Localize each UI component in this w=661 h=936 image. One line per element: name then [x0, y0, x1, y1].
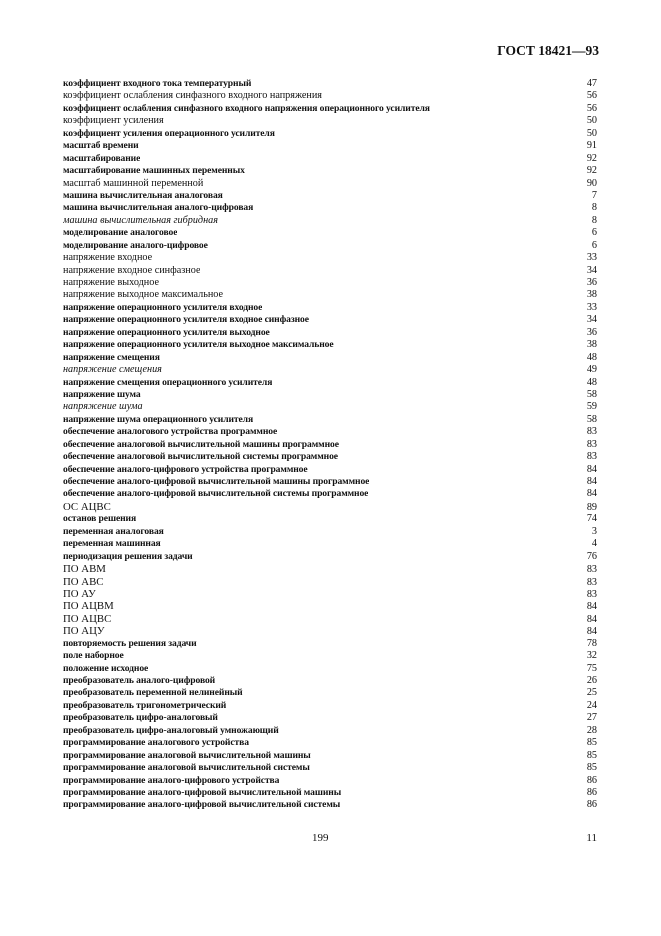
index-page-ref: 83 — [586, 564, 597, 576]
index-term: программирование аналоговой вычислительной машины — [63, 749, 311, 761]
index-page-ref: 84 — [586, 613, 597, 625]
index-term: моделирование аналого-цифровое — [63, 239, 208, 251]
index-page-ref: 34 — [586, 314, 597, 326]
index-entry — [63, 712, 597, 724]
index-entry — [63, 401, 597, 413]
index-page-ref: 91 — [586, 140, 597, 152]
index-page-ref: 84 — [586, 626, 597, 638]
index-term: обеспечение аналоговой вычислительной машины программное — [63, 438, 339, 450]
index-entry — [63, 675, 597, 687]
index-entry — [63, 799, 597, 811]
index-term: программирование аналого-цифровой вычислительной машины — [63, 786, 342, 798]
index-page-ref: 38 — [586, 339, 597, 351]
index-entry — [63, 451, 597, 463]
index-page-ref: 49 — [586, 364, 597, 376]
index-entry — [63, 687, 597, 699]
index-page-ref: 34 — [586, 264, 597, 276]
index-page-ref: 86 — [586, 774, 597, 786]
index-term: масштаб машинной переменной — [63, 177, 204, 189]
index-entry — [63, 625, 597, 637]
index-entry — [63, 638, 597, 650]
index-term: переменная аналоговая — [63, 525, 164, 537]
index-term: машина вычислительная гибридная — [63, 214, 218, 226]
index-page-ref: 36 — [586, 277, 597, 288]
index-term: ПО АВМ — [63, 563, 106, 576]
index-term: обеспечение аналого-цифрового устройства программное — [63, 463, 308, 475]
index-page-ref: 48 — [586, 376, 597, 388]
index-term: программирование аналоговой вычислительной системы — [63, 762, 310, 774]
index-page-ref: 75 — [586, 662, 597, 674]
index-page-ref: 8 — [591, 214, 597, 226]
index-page-ref: 85 — [586, 762, 597, 774]
index-term: коэффициент ослабления синфазного входного напряжения операционного усилителя — [63, 102, 430, 114]
index-page-ref: 6 — [591, 227, 597, 239]
index-page-ref: 56 — [586, 90, 597, 102]
index-entry — [63, 364, 597, 376]
index-term: преобразователь цифро-аналоговый умножающий — [63, 724, 279, 736]
index-term: периодизация решения задачи — [63, 550, 193, 562]
index-term: напряжение входное — [63, 252, 153, 264]
index-page-ref: 76 — [586, 550, 597, 562]
index-entry — [63, 414, 597, 426]
index-term: напряжение выходное максимальное — [63, 289, 224, 301]
index-entry — [63, 90, 597, 102]
index-page-ref: 83 — [586, 588, 597, 600]
index-entry — [63, 377, 597, 389]
index-page-ref: 28 — [586, 724, 597, 736]
index-entry — [63, 103, 597, 115]
index-term: напряжение шума — [63, 388, 141, 400]
document-header — [497, 43, 599, 59]
index-entry — [63, 153, 597, 165]
index-term: моделирование аналоговое — [63, 227, 178, 239]
index-term: коэффициент входного тока температурный — [63, 78, 252, 89]
index-term: масштаб времени — [63, 140, 139, 152]
index-page-ref: 84 — [586, 476, 597, 487]
index-entry — [63, 488, 597, 500]
index-page-ref: 83 — [586, 576, 597, 588]
index-term: ОС АЦВС — [63, 500, 111, 513]
index-entry — [63, 750, 597, 762]
index-page-ref: 85 — [586, 749, 597, 761]
index-term: напряжение смещения операционного усилителя — [63, 376, 273, 388]
index-entry — [63, 576, 597, 588]
index-page-ref: 83 — [586, 426, 597, 438]
index-page-ref: 32 — [586, 650, 597, 662]
index-page-ref: 58 — [586, 413, 597, 425]
index-entry — [63, 613, 597, 625]
index-entry — [63, 202, 597, 214]
index-page-ref: 84 — [586, 601, 597, 613]
index-term: ПО АЦВМ — [63, 600, 114, 613]
index-term: обеспечение аналоговой вычислительной системы программное — [63, 451, 338, 463]
index-term: поле наборное — [63, 650, 124, 662]
index-term: ПО АЦВС — [63, 612, 112, 625]
index-entry — [63, 115, 597, 127]
page-number: 11 — [586, 832, 597, 844]
index-entry — [63, 240, 597, 252]
index-page-ref: 24 — [586, 699, 597, 711]
index-entry — [63, 762, 597, 774]
index-term: напряжение смещения — [63, 364, 162, 376]
index-entry — [63, 227, 597, 239]
index-page-ref: 50 — [586, 127, 597, 139]
index-term: напряжение операционного усилителя входное — [63, 301, 263, 313]
index-entry — [63, 538, 597, 550]
index-term: машина вычислительная аналого-цифровая — [63, 202, 254, 214]
index-page-ref: 25 — [586, 687, 597, 699]
index-page-ref: 92 — [586, 165, 597, 177]
index-term: коэффициент усиления операционного усилителя — [63, 127, 275, 139]
index-page-ref: 50 — [586, 115, 597, 127]
index-page-ref: 86 — [586, 799, 597, 811]
index-term: останов решения — [63, 513, 137, 525]
index-page-ref: 58 — [586, 388, 597, 400]
standard-designation: ГОСТ 18421—93 — [497, 43, 599, 58]
index-page-ref: 56 — [586, 102, 597, 114]
index-term: коэффициент усиления — [63, 115, 164, 127]
index-term: положение исходное — [63, 662, 149, 674]
index-entry — [63, 737, 597, 749]
index-term: повторяемость решения задачи — [63, 637, 197, 649]
index-entry — [63, 252, 597, 264]
index-term: переменная машинная — [63, 538, 161, 550]
index-entry — [63, 700, 597, 712]
index-term: напряжение операционного усилителя выходное — [63, 326, 270, 338]
index-entry — [63, 663, 597, 675]
index-page-ref: 83 — [586, 438, 597, 450]
index-term: обеспечение аналого-цифровой вычислительной машины программное — [63, 476, 370, 487]
index-page-ref: 38 — [586, 289, 597, 301]
index-page-ref: 92 — [586, 152, 597, 164]
index-page-ref: 90 — [586, 177, 597, 189]
index-page-ref: 3 — [591, 525, 597, 537]
index-term: преобразователь тригонометрический — [63, 699, 227, 711]
index-page-ref: 33 — [586, 252, 597, 264]
index-term: напряжение выходное — [63, 277, 160, 288]
index-entry — [63, 265, 597, 277]
index-entry — [63, 476, 597, 488]
index-term: напряжение шума — [63, 401, 143, 413]
index-term: программирование аналого-цифрового устройства — [63, 774, 280, 786]
index-entry — [63, 501, 597, 513]
index-entry — [63, 277, 597, 289]
index-term: напряжение операционного усилителя входное синфазное — [63, 314, 309, 326]
index-page-ref: 85 — [586, 737, 597, 749]
index-term: программирование аналогового устройства — [63, 737, 249, 749]
index-page-ref: 27 — [586, 712, 597, 724]
index-entry — [63, 215, 597, 227]
index-entry — [63, 563, 597, 575]
index-term: преобразователь аналого-цифровой — [63, 675, 216, 686]
index-page-ref: 26 — [586, 675, 597, 686]
index-term: обеспечение аналогового устройства программное — [63, 426, 278, 438]
index-page-ref: 89 — [586, 501, 597, 513]
index-entry — [63, 600, 597, 612]
index-term: коэффициент ослабления синфазного входного напряжения — [63, 90, 322, 102]
index-entry — [63, 775, 597, 787]
index-term: напряжение входное синфазное — [63, 264, 201, 276]
index-entry — [63, 327, 597, 339]
index-page-ref: 78 — [586, 637, 597, 649]
index-page-ref: 4 — [591, 538, 597, 550]
index-term: масштабирование — [63, 152, 141, 164]
index-entry — [63, 314, 597, 326]
index-page-ref: 8 — [591, 202, 597, 214]
index-page-ref: 48 — [586, 351, 597, 363]
index-page-ref: 6 — [591, 239, 597, 251]
index-term: ПО АВС — [63, 575, 104, 588]
index-term: преобразователь переменной нелинейный — [63, 687, 243, 699]
index-term: ПО АУ — [63, 587, 96, 600]
index-page-ref: 86 — [586, 786, 597, 798]
index-term: машина вычислительная аналоговая — [63, 189, 223, 201]
index-term: масштабирование машинных переменных — [63, 165, 245, 177]
alphabetical-index — [63, 78, 597, 812]
index-page-ref: 74 — [586, 513, 597, 525]
index-entry — [63, 426, 597, 438]
index-entry — [63, 787, 597, 799]
index-page-ref: 7 — [591, 189, 597, 201]
index-term: напряжение шума операционного усилителя — [63, 413, 254, 425]
index-page-ref: 59 — [586, 401, 597, 413]
index-entry — [63, 178, 597, 190]
index-entry — [63, 650, 597, 662]
index-entry — [63, 513, 597, 525]
index-page-ref: 84 — [586, 488, 597, 500]
index-term: напряжение операционного усилителя выходное максимальное — [63, 339, 334, 351]
index-entry — [63, 389, 597, 401]
index-entry — [63, 78, 597, 90]
index-term: программирование аналого-цифровой вычислительной системы — [63, 799, 341, 811]
index-term: ПО АЦУ — [63, 625, 105, 638]
index-entry — [63, 439, 597, 451]
index-page-ref: 36 — [586, 326, 597, 338]
running-page-number: 199 — [312, 832, 329, 844]
index-entry — [63, 190, 597, 202]
index-entry — [63, 464, 597, 476]
index-term: обеспечение аналого-цифровой вычислительной системы программное — [63, 488, 369, 500]
index-entry — [63, 526, 597, 538]
index-page-ref: 33 — [586, 301, 597, 313]
index-term: напряжение смещения — [63, 351, 160, 363]
index-entry — [63, 352, 597, 364]
index-entry — [63, 588, 597, 600]
index-page-ref: 47 — [586, 78, 597, 89]
index-entry — [63, 339, 597, 351]
index-page-ref: 84 — [586, 463, 597, 475]
index-page-ref: 83 — [586, 451, 597, 463]
index-entry — [63, 165, 597, 177]
index-entry — [63, 128, 597, 140]
index-entry — [63, 140, 597, 152]
index-entry — [63, 551, 597, 563]
index-entry — [63, 302, 597, 314]
index-term: преобразователь цифро-аналоговый — [63, 712, 218, 724]
index-entry — [63, 289, 597, 301]
index-entry — [63, 725, 597, 737]
